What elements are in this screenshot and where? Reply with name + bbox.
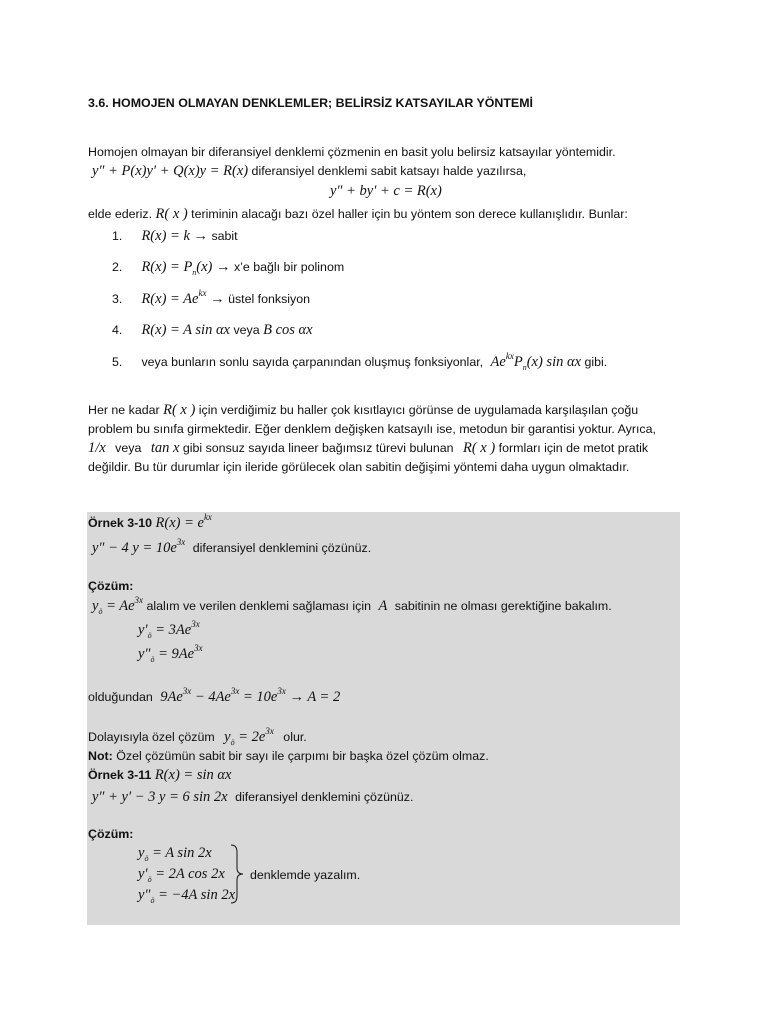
case-math: R(x) = A sin αx [141, 322, 230, 338]
case-item-1 [112, 228, 238, 244]
general-equation: y″ + P(x)y′ + Q(x)y = R(x) [92, 163, 249, 179]
para2-line-2: problem bu sınıfa girmektedir. Eğer denklem değişken katsayılı ise, metodun bir garantisi yoktur. Ayrıca, [88, 422, 656, 436]
case-item-2 [112, 259, 344, 275]
case-math: $R(x) = P_n(x)$ → [141, 259, 231, 277]
example-2-solution-label: Çözüm: [88, 827, 134, 841]
para2-line-1: Her ne kadar R( x ) için verdiğimiz bu haller çok kısıtlayıcı görünse de uygulamada karşılaşılan çoğu [88, 402, 639, 418]
example-1-r: $R(x) = e^{kx}$ [155, 512, 212, 531]
example-1-trial: $y_ö = Ae^{3x}$ alalım ve verilen denklemi sağlaması için A sabitinin ne olması gerektiğine bakalım. [92, 595, 612, 616]
para2-line-4: değildir. Bu tür durumlar için ileride görülecek olan sabitin değişimi yöntemi daha uygun olmaktadır. [88, 460, 630, 474]
intro-line-3-math: R( x ) [155, 206, 188, 222]
case-item-5 [112, 351, 608, 372]
example-1-title: Örnek 3-10 $R(x) = e^{kx}$ [88, 512, 212, 531]
case-number: 4. [112, 323, 123, 337]
example-1-second-derivative: $y''_ö = 9Ae^{3x}$ [138, 643, 203, 664]
case-math: $R(x) = Ae^{kx}$ → [141, 288, 225, 307]
intro-line-3-pre: elde ederiz. [88, 207, 153, 221]
intro-line-1: Homojen olmayan bir diferansiyel denklemi çözmenin en basit yolu belirsiz katsayılar yöntemidir. [88, 145, 616, 159]
case-text: sabit [211, 229, 238, 243]
section-heading: 3.6. HOMOJEN OLMAYAN DENKLEMLER; BELİRSİZ KATSAYILAR YÖNTEMİ [88, 96, 533, 110]
example-1-first-derivative: $y'_ö = 3Ae^{3x}$ [138, 619, 200, 640]
example-1-conclusion: Dolayısıyla özel çözüm $y_ö = 2e^{3x}$ olur. [88, 726, 307, 747]
case-number: 1. [112, 229, 123, 243]
case-text: veya [233, 323, 260, 337]
example-2-row-1: $y_ö = A$ sin 2x [138, 845, 212, 863]
example-1-solution-label: Çözüm: [88, 579, 134, 593]
case-math-2: B cos αx [263, 322, 313, 338]
case-text: veya bunların sonlu sayıda çarpanından oluşmuş fonksiyonlar, [141, 355, 484, 369]
case-number: 3. [112, 292, 123, 306]
case-math: R(x) = k → [141, 228, 208, 244]
constant-coefficient-equation: y″ + by′ + c = R(x) [330, 183, 442, 199]
intro-line-2 [92, 163, 526, 179]
case-text: x’e bağlı bir polinom [233, 260, 345, 274]
example-2-brace-text: denklemde yazalım. [250, 868, 361, 882]
case-item-4 [112, 322, 313, 338]
case-text: üstel fonksiyon [228, 292, 311, 306]
example-1-since: olduğundan $9Ae^{3x} - 4Ae^{3x} = 10e^{3x} \to A = 2$ [88, 686, 341, 705]
example-1-equation: y″ − 4 $y = 10e^{3x}$ diferansiyel denklemini çözünüz. [92, 537, 372, 556]
right-brace-icon [229, 844, 245, 904]
case-tail: gibi. [584, 355, 608, 369]
intro-line-3 [88, 206, 628, 222]
para2-math: R( x ) [163, 402, 196, 418]
example-2-equation: y″ + y′ − 3 y = 6 sin 2x diferansiyel denklemini çözünüz. [92, 789, 414, 805]
case-number: 2. [112, 260, 123, 274]
example-2-r: R(x) = sin αx [154, 767, 232, 783]
example-box [87, 512, 680, 925]
case-math: $Ae^{kx}P_n(x)$ sin αx [490, 351, 582, 372]
case-number: 5. [112, 355, 123, 369]
intro-line-3-post: teriminin alacağı bazı özel haller için bu yöntem son derece kullanışlıdır. Bunlar: [191, 207, 628, 221]
example-2-row-3: $y''_ö = -4A$ sin 2x [138, 887, 236, 905]
case-item-3 [112, 288, 311, 307]
example-2-title: Örnek 3-11 R(x) = sin αx [88, 767, 232, 783]
para2-line-3: 1/x veya tan x gibi sonsuz sayıda lineer bağımsız türevi bulunan R( x ) formları için de metot pratik [88, 440, 649, 456]
example-1-note: Not: Özel çözümün sabit bir sayı ile çarpımı bir başka özel çözüm olmaz. [88, 749, 489, 763]
intro-line-2-text: diferansiyel denklemi sabit katsayı halde yazılırsa, [251, 164, 527, 178]
example-2-row-2: $y'_ö = 2A$ cos 2x [138, 866, 225, 884]
